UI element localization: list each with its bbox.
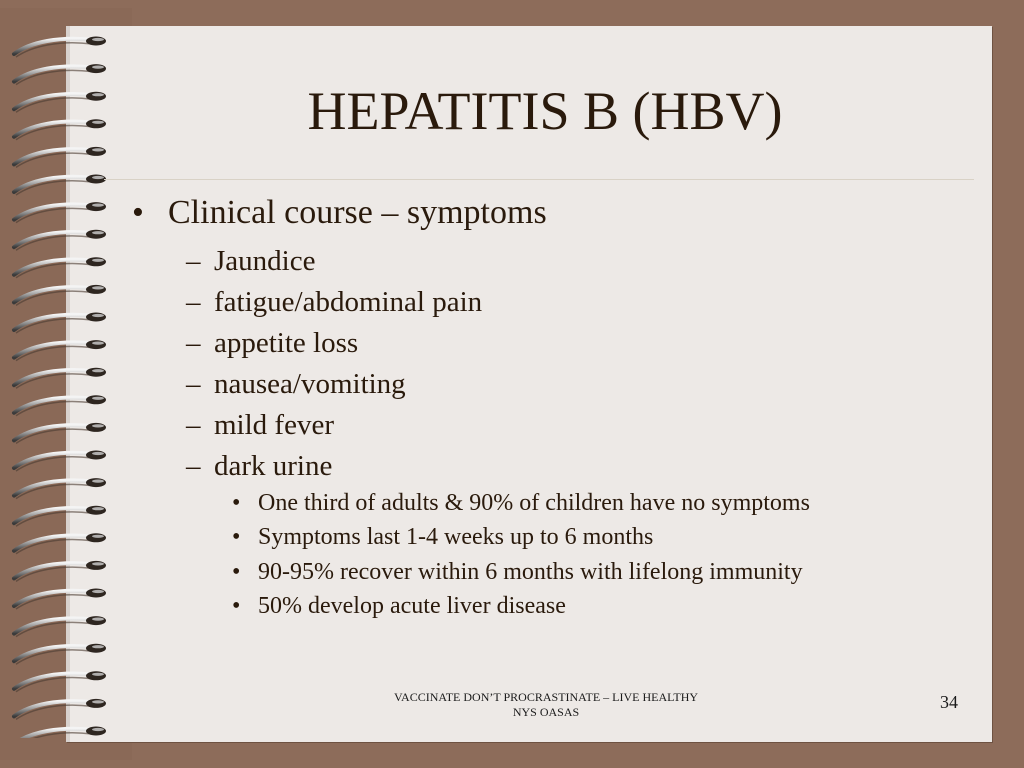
binding-ring (14, 230, 106, 251)
binding-ring (14, 119, 106, 140)
bullet-mark: • (232, 559, 241, 585)
binding-ring (14, 64, 106, 85)
binding-ring (14, 533, 106, 554)
binding-ring (14, 202, 106, 223)
binding-ring (14, 561, 106, 582)
binding-ring (14, 313, 106, 334)
sub-item (186, 327, 358, 360)
sub-item (186, 368, 406, 401)
sub-item (186, 409, 334, 442)
binding-ring (14, 147, 106, 168)
footer-text (346, 690, 746, 720)
bullet-mark: • (232, 490, 241, 516)
detail-item-text: Symptoms last 1-4 weeks up to 6 months (258, 524, 654, 550)
slide-number: 34 (940, 692, 958, 712)
binding-ring (14, 395, 106, 416)
binding-ring (14, 285, 106, 306)
binding-ring (14, 589, 106, 610)
dash-mark: – (186, 286, 201, 318)
sub-item (186, 286, 482, 319)
sub-item-text: fatigue/abdominal pain (214, 286, 483, 318)
bullet-mark: • (232, 524, 241, 550)
sub-item-text: mild fever (214, 409, 334, 441)
binding-ring (14, 727, 106, 739)
binding-ring (14, 37, 106, 58)
main-bullet-text: Clinical course – symptoms (168, 194, 547, 231)
binding-ring (14, 92, 106, 113)
binding-ring (14, 506, 106, 527)
binding-ring (14, 644, 106, 665)
main-bullet (132, 194, 547, 232)
detail-item-text: One third of adults & 90% of children have no symptoms (258, 490, 810, 516)
sub-item-text: nausea/vomiting (214, 368, 406, 400)
sub-item-text: appetite loss (214, 327, 359, 359)
binding-ring (14, 368, 106, 389)
slide-title: HEPATITIS B (HBV) (307, 81, 783, 141)
dash-mark: – (186, 327, 201, 359)
binding-ring (14, 257, 106, 278)
detail-item-text: 50% develop acute liver disease (258, 593, 566, 619)
dash-mark: – (186, 450, 201, 482)
detail-item (232, 490, 810, 517)
binding-ring (14, 451, 106, 472)
binding-ring (14, 699, 106, 720)
binding-ring (14, 478, 106, 499)
sub-item (186, 245, 315, 278)
binding-ring (14, 340, 106, 361)
bullet-mark: • (132, 194, 144, 231)
sub-item (186, 450, 332, 483)
sub-item-text: dark urine (214, 450, 333, 482)
title-divider (104, 179, 974, 180)
detail-item (232, 524, 653, 551)
dash-mark: – (186, 245, 201, 277)
binding-ring (14, 671, 106, 692)
detail-item (232, 559, 803, 586)
detail-item-text: 90-95% recover within 6 months with lifelong immunity (258, 559, 803, 585)
footer-line-2: NYS OASAS (512, 705, 580, 719)
binding-ring (14, 423, 106, 444)
dash-mark: – (186, 409, 201, 441)
bullet-mark: • (232, 593, 241, 619)
spiral-binding (10, 28, 120, 738)
sub-item-text: Jaundice (214, 245, 316, 277)
footer-line-1: VACCINATE DON’T PROCRASTINATE – LIVE HEALTHY (393, 690, 699, 704)
binding-ring (14, 175, 106, 196)
binding-ring (14, 616, 106, 637)
detail-item (232, 593, 566, 620)
dash-mark: – (186, 368, 201, 400)
